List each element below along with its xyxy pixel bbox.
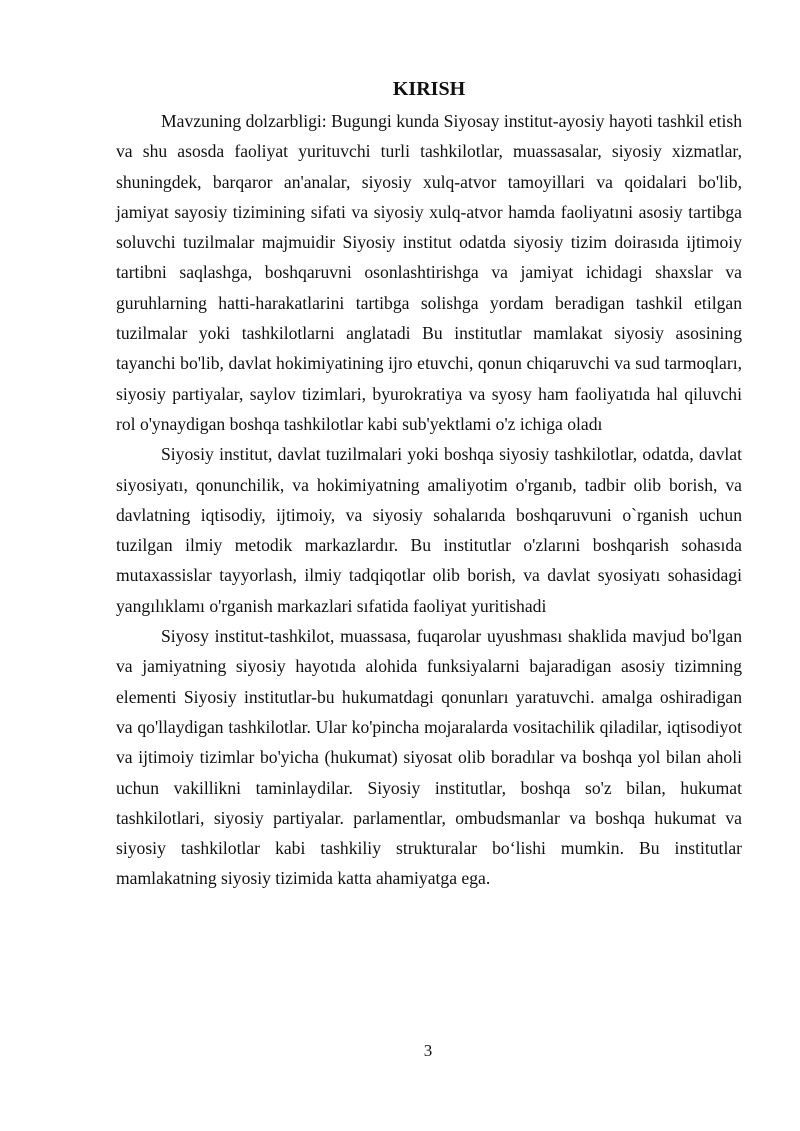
paragraph-institutes-definition: Siyosiy institut, davlat tuzilmalari yoki boshqa siyosiy tashkilotlar, odatda, davlat siyosiyatı, qonunchilik, va hokimiyatning amaliyotim o'rganıb, tadbir olib borish, va davlatning iqtisodiy, ijtimoiy, va siyosiy sohalarıda boshqaruvuni o`rganish uchun tuzilgan ilmiy metodik markazlardır. Bu institutlar o'zlarıni boshqarish sohasıda mutaxassislar tayyorlash, ilmiy tadqiqotlar olib borish, va davlat syosiyatı sohasidagi yangılıklamı o'rganish markazlari sıfatida faoliyat yuritishadi bbox=[116, 444, 742, 616]
page-number: 3 bbox=[423, 1041, 433, 1060]
paragraph-institutes-function: Siyosy institut-tashkilot, muassasa, fuqarolar uyushması shaklida mavjud bo'lgan va jamiyatning siyosiy hayotıda alohida funksiyalarni bajaradigan asosiy tizimning elementi Siyosiy institutlar-bu hukumatdagi qonunları yaratuvchi. amalga oshiradigan va qo'llaydigan tashkilotlar. Ular ko'pincha mojaralarda vositachilik qiladilar, iqtisodiyot va ijtimoiy tizimlar bo'yicha (hukumat) siyosat olib boradılar va boshqa yol bilan aholi uchun vakillikni taminlaydilar. Siyosiy institutlar, boshqa so'z bilan, hukumat tashkilotlari, siyosiy partiyalar. parlamentlar, ombudsmanlar va boshqa hukumat va siyosiy tashkilotlar kabi tashkiliy strukturalar boʻlishi mumkin. Bu institutlar mamlakatning siyosiy tizimida katta ahamiyatga ega. bbox=[116, 626, 742, 889]
document-body bbox=[116, 76, 742, 894]
section-title: KIRISH bbox=[392, 78, 466, 100]
paragraph-relevance: Mavzuning dolzarbligi: Bugungi kunda Siyosay institut-ayosiy hayoti tashkil etish va shu asosda faoliyat yurituvchi turli tashkilotlar, muassasalar, siyosiy xizmatlar, shuningdek, barqaror an'analar, siyosiy xulq-atvor tamoyillari va qoidalari bo'lib, jamiyat sayosiy tizimining sifati va siyosiy xulq-atvor hamda faoliyatıni asosiy tartibga soluvchi tuzilmalar majmuidir Siyosiy institut odatda siyosiy tizim doirasıda ijtimoiy tartibni saqlashga, boshqaruvni osonlashtirishga va jamiyat ichidagi shaxslar va guruhlarning hatti-harakatlarini tartibga solishga yordam beradigan tashkil etilgan tuzilmalar yoki tashkilotlarni anglatadi Bu institutlar mamlakat siyosiy asosining tayanchi bo'lib, davlat hokimiyatining ijro etuvchi, qonun chiqaruvchi va sud tarmoqları, siyosiy partiyalar, saylov tizimlari, byurokratiya va syosy ham faoliyatıda hal qiluvchi rol o'ynaydigan boshqa tashkilotlar kabi sub'yektlami o'z ichiga oladı bbox=[116, 111, 742, 434]
